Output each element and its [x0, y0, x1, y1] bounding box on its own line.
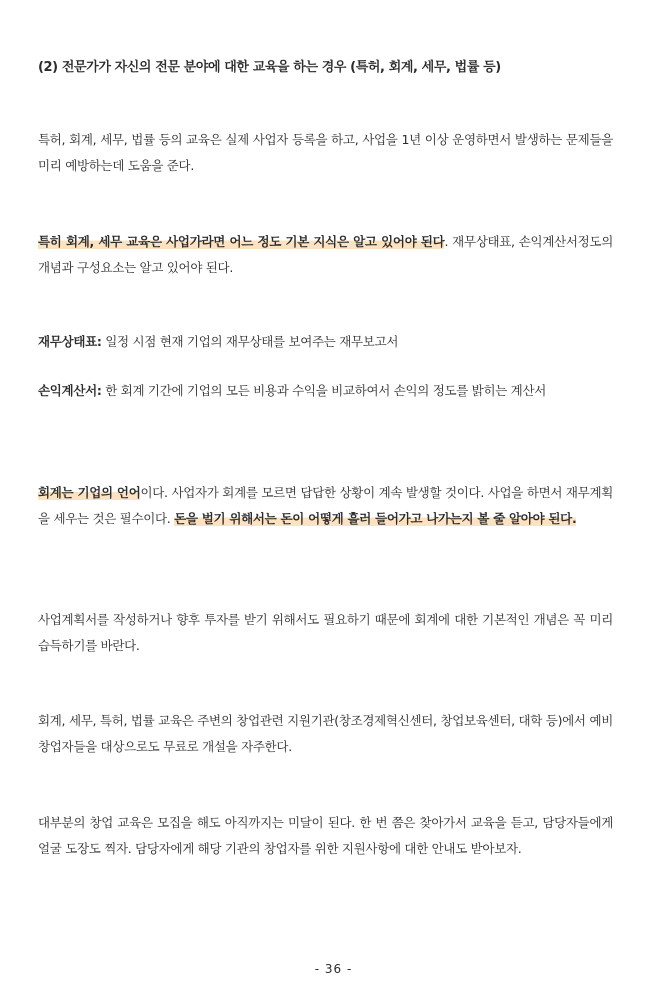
highlighted-text: 회계는 기업의 언어 — [38, 485, 141, 500]
paragraph-accounting-knowledge — [38, 229, 613, 281]
definition-term: 손익계산서: — [38, 383, 102, 398]
highlighted-text: 특히 회계, 세무 교육은 사업가라면 어느 정도 기본 지식은 알고 있어야 된다 — [38, 234, 445, 249]
definition-balance-sheet — [38, 329, 613, 355]
paragraph-startup-education: 대부분의 창업 교육은 모집을 해도 아직까지는 미달이 된다. 한 번 쯤은 찾아가서 교육을 듣고, 담당자들에게 얼굴 도장도 찍자. 담당자에게 해당 기관의 창업자를 위한 지원사항에 대한 안내도 받아보자. — [38, 815, 613, 856]
highlighted-text: 돈을 벌기 위해서는 돈이 어떻게 흘러 들어가고 나가는지 볼 줄 알아야 된다. — [174, 511, 577, 526]
section-heading: (2) 전문가가 자신의 전문 분야에 대한 교육을 하는 경우 (특허, 회계, 세무, 법률 등) — [38, 60, 501, 75]
definition-income-statement — [38, 378, 613, 404]
paragraph-text: 이다. 사업자가 회계를 모르면 답답한 상황이 계속 발생할 것이다. 사업을 하면서 재무계획을 세우는 것은 필수이다. — [38, 485, 613, 526]
page-number: - 36 - — [314, 962, 353, 976]
paragraph-support-institutions: 회계, 세무, 특허, 법률 교육은 주변의 창업관련 지원기관(창조경제혁신센터, 창업보육센터, 대학 등)에서 예비창업자들을 대상으로도 무료로 개설을 자주한다. — [38, 713, 613, 754]
definition-term: 재무상태표: — [38, 334, 102, 349]
paragraph-education-intro: 특허, 회계, 세무, 법률 등의 교육은 실제 사업자 등록을 하고, 사업을 1년 이상 운영하면서 발생하는 문제들을 미리 예방하는데 도움을 준다. — [38, 132, 613, 173]
paragraph-business-plan: 사업계획서를 작성하거나 향후 투자를 받기 위해서도 필요하기 때문에 회계에 대한 기본적인 개념은 꼭 미리 습득하기를 바란다. — [38, 612, 613, 653]
definition-text: 한 회계 기간에 기업의 모든 비용과 수익을 비교하여서 손익의 정도를 밝히는 계산서 — [101, 383, 547, 398]
paragraph-text: . 재무상태표, 손익계산서정도의 개념과 구성요소는 알고 있어야 된다. — [38, 234, 613, 275]
paragraph-accounting-language — [38, 480, 613, 532]
definition-text: 일정 시점 현재 기업의 재무상태를 보여주는 재무보고서 — [101, 334, 399, 349]
